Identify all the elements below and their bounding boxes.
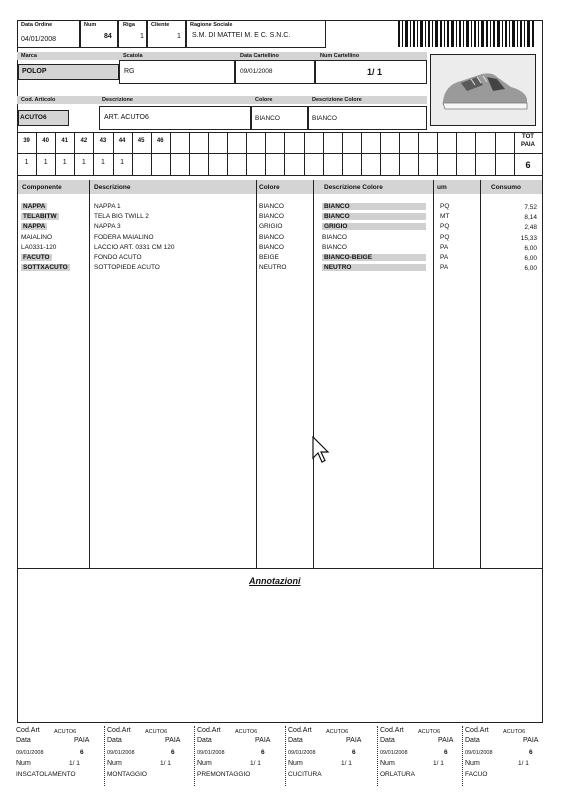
col-descrizione-header: Descrizione <box>94 184 131 191</box>
size-label: 42 <box>80 138 88 144</box>
coupon-data-label: Data <box>16 737 31 744</box>
component-color-description-text: GRIGIO <box>322 223 426 230</box>
size-grid-col-line <box>380 132 381 175</box>
size-grid-col-line <box>304 132 305 175</box>
num-cartellino-label: Num Cartellino <box>320 53 360 59</box>
size-grid-col-line <box>456 132 457 175</box>
colore-value: BIANCO <box>255 115 280 122</box>
components-bottom <box>17 568 543 569</box>
col-colore-header: Colore <box>259 184 280 191</box>
num-label: Num <box>84 22 97 28</box>
coupon-num: 1/ 1 <box>69 760 80 767</box>
footer-sep-4 <box>377 726 378 786</box>
scatola-label: Scatola <box>123 53 143 59</box>
coupon-date: 09/01/2008 <box>197 750 225 756</box>
component-description: TELA BIG TWILL 2 <box>94 213 149 221</box>
colore-label: Colore <box>255 97 273 103</box>
coupon-data-label: Data <box>197 737 212 744</box>
size-label: 45 <box>137 138 145 144</box>
component-color-description <box>322 244 347 254</box>
component-description: LACCIO ART. 0331 CM 120 <box>94 243 175 251</box>
coupon-num-label: Num <box>16 760 31 767</box>
footer-sep-1 <box>104 726 105 786</box>
coupon-num: 1/ 1 <box>250 760 261 767</box>
size-grid-col-line <box>189 132 190 175</box>
coupon-num: 1/ 1 <box>518 760 529 767</box>
coupon-cod-art-label: Cod.Art <box>380 727 404 734</box>
component-um: PQ <box>440 223 450 231</box>
component-color: NEUTRO <box>259 264 287 272</box>
coupon-date: 09/01/2008 <box>465 750 493 756</box>
size-grid-col-line <box>342 132 343 175</box>
coupon-date: 09/01/2008 <box>107 750 135 756</box>
coupon-cod-art-label: Cod.Art <box>197 727 221 734</box>
size-grid-col-line <box>475 132 476 175</box>
component-consumo: 7,52 <box>524 204 537 211</box>
component-code <box>21 254 52 264</box>
marca-label: Marca <box>21 53 37 59</box>
component-code <box>21 223 47 233</box>
row3-label-bar <box>17 96 427 104</box>
num-value: 84 <box>104 33 112 40</box>
component-color-description-text: BIANCO-BEIGE <box>322 254 426 261</box>
data-cartellino-value: 09/01/2008 <box>240 68 273 75</box>
coupon-paia: 6 <box>352 749 356 756</box>
component-code <box>21 244 56 254</box>
coupon-cod-art: ACUTO6 <box>418 729 441 735</box>
coupon-paia: 6 <box>261 749 265 756</box>
size-grid-col-line <box>495 132 496 175</box>
size-grid-mid <box>17 153 543 154</box>
ragione-label: Ragione Sociale <box>190 22 233 28</box>
data-ordine-value: 04/01/2008 <box>21 36 57 43</box>
component-consumo: 8,14 <box>524 214 537 222</box>
descrizione-label: Descrizione <box>102 97 133 103</box>
col-sep-3 <box>313 180 314 568</box>
size-grid-col-line <box>246 132 247 175</box>
size-grid-col-line <box>170 132 171 175</box>
size-grid-col-line <box>418 132 419 175</box>
component-color-description <box>322 213 426 223</box>
coupon-date: 09/01/2008 <box>288 750 316 756</box>
coupon-paia-label: PAIA <box>74 737 90 744</box>
barcode <box>398 21 536 47</box>
coupon-data-label: Data <box>380 737 395 744</box>
col-sep-4 <box>433 180 434 568</box>
col-um-header: um <box>437 184 447 191</box>
sneaker-icon <box>431 55 535 125</box>
component-color: BIANCO <box>259 233 284 241</box>
tot-paia-label: TOT PAIA <box>521 134 535 148</box>
size-grid-col-line <box>437 132 438 175</box>
component-description: NAPPA 3 <box>94 223 121 231</box>
size-grid-bottom <box>17 175 543 176</box>
size-quantity: 1 <box>100 159 105 166</box>
cod-articolo-label: Cod. Articolo <box>21 97 56 103</box>
component-color-description <box>322 264 426 274</box>
size-grid-col-line <box>361 132 362 175</box>
size-label: 41 <box>61 138 69 144</box>
coupon-paia: 6 <box>80 749 84 756</box>
marca-value: POLOP <box>22 68 47 75</box>
mouse-cursor-icon <box>312 436 330 466</box>
component-color-description <box>322 254 426 264</box>
component-color-description-text: BIANCO <box>322 213 426 220</box>
coupon-data-label: Data <box>107 737 122 744</box>
col-descr-colore-header: Descrizione Colore <box>324 184 383 191</box>
component-color: BEIGE <box>259 254 279 261</box>
cliente-value: 1 <box>177 33 181 40</box>
component-code-text: NAPPA <box>23 223 46 231</box>
component-color: BIANCO <box>259 243 284 251</box>
coupon-num-label: Num <box>197 760 212 767</box>
size-quantity: 1 <box>43 159 48 166</box>
component-color-description <box>322 203 426 213</box>
coupon-paia-label: PAIA <box>523 737 539 744</box>
num-cartellino-value: 1/ 1 <box>367 67 383 77</box>
component-code-text: FACUTO <box>23 254 50 261</box>
coupon-paia: 6 <box>171 749 175 756</box>
size-label: 40 <box>42 138 49 144</box>
scatola-box <box>119 60 235 84</box>
coupon-cod-art: ACUTO6 <box>54 729 77 735</box>
component-code-text: SOTTXACUTO <box>23 264 68 272</box>
component-code <box>21 264 70 274</box>
component-um: PQ <box>440 203 450 210</box>
size-label: 44 <box>118 138 126 144</box>
coupon-cod-art: ACUTO6 <box>326 729 349 735</box>
coupon-cod-art-label: Cod.Art <box>465 727 489 734</box>
component-code-text: NAPPA <box>23 203 46 210</box>
coupon-cod-art: ACUTO6 <box>235 729 258 735</box>
cod-articolo-value: ACUTO6 <box>20 114 47 121</box>
size-label: 39 <box>23 138 30 144</box>
product-image <box>430 54 536 126</box>
coupon-num-label: Num <box>288 760 303 767</box>
coupon-num: 1/ 1 <box>341 760 352 767</box>
size-grid-right-line <box>542 132 543 175</box>
descrizione-value: ART. ACUTO6 <box>104 114 149 121</box>
component-color: GRIGIO <box>259 223 283 231</box>
coupon-num-label: Num <box>465 760 480 767</box>
col-sep-1 <box>89 180 90 568</box>
size-grid-top <box>17 132 543 133</box>
tot-paia-value: 6 <box>525 160 531 170</box>
data-cartellino-label: Data Cartellino <box>240 53 279 59</box>
size-quantity: 1 <box>62 159 67 166</box>
coupon-num-label: Num <box>107 760 122 767</box>
size-quantity: 1 <box>24 159 29 166</box>
size-grid-col-line <box>284 132 285 175</box>
component-color: BIANCO <box>259 203 284 210</box>
descr-colore-label: Descrizione Colore <box>312 97 362 103</box>
component-color-description-text: BIANCO <box>322 233 347 241</box>
component-description: SOTTOPIEDE ACUTO <box>94 264 160 272</box>
data-ordine-label: Data Ordine <box>21 22 53 28</box>
component-code-text: MAIALINO <box>21 233 53 241</box>
coupon-stage: PREMONTAGGIO <box>197 771 251 778</box>
component-description: FODERA MAIALINO <box>94 233 154 241</box>
col-sep-2 <box>256 180 257 568</box>
coupon-date: 09/01/2008 <box>16 750 44 756</box>
component-consumo: 15,33 <box>520 234 537 242</box>
cliente-label: Cliente <box>151 22 170 28</box>
component-code <box>21 213 59 223</box>
size-grid-col-line <box>208 132 209 175</box>
component-um: MT <box>440 213 450 221</box>
coupon-cod-art: ACUTO6 <box>503 729 526 735</box>
size-grid-col-line <box>323 132 324 175</box>
size-quantity: 1 <box>81 159 86 166</box>
coupon-cod-art-label: Cod.Art <box>288 727 312 734</box>
size-grid-col-line <box>399 132 400 175</box>
coupon-date: 09/01/2008 <box>380 750 408 756</box>
component-code <box>21 203 47 213</box>
footer-sep-3 <box>285 726 286 786</box>
component-color: BIANCO <box>259 213 284 221</box>
annotazioni-title: Annotazioni <box>249 576 301 586</box>
col-consumo-header: Consumo <box>491 184 521 191</box>
coupon-paia-label: PAIA <box>255 737 271 744</box>
coupon-paia: 6 <box>444 749 448 756</box>
col-componente-header: Componente <box>22 184 62 191</box>
coupon-paia: 6 <box>529 749 533 756</box>
coupon-num-label: Num <box>380 760 395 767</box>
component-color-description <box>322 223 426 233</box>
riga-label: Riga <box>123 22 135 28</box>
component-code-text: LA0331-120 <box>21 243 57 251</box>
coupon-stage: INSCATOLAMENTO <box>16 771 76 778</box>
footer-sep-2 <box>194 726 195 786</box>
size-quantity: 1 <box>120 159 124 166</box>
component-um: PA <box>440 254 449 261</box>
coupon-paia-label: PAIA <box>438 737 454 744</box>
component-consumo: 6,00 <box>524 255 537 262</box>
component-consumo: 2,48 <box>524 224 537 232</box>
ragione-value: S.M. DI MATTEI M. E C. S.N.C. <box>192 32 291 39</box>
component-color-description-text: NEUTRO <box>322 264 426 271</box>
coupon-stage: FACUO <box>465 771 488 778</box>
coupon-cod-art-label: Cod.Art <box>107 727 131 734</box>
footer-sep-5 <box>462 726 463 786</box>
component-color-description-text: BIANCO <box>322 203 426 210</box>
scatola-value: RG <box>124 68 135 75</box>
descr-colore-value: BIANCO <box>312 115 337 122</box>
component-um: PA <box>440 243 449 251</box>
component-color-description <box>322 234 347 244</box>
size-grid-col-line <box>265 132 266 175</box>
coupon-stage: ORLATURA <box>380 771 415 778</box>
coupon-paia-label: PAIA <box>165 737 181 744</box>
coupon-data-label: Data <box>465 737 480 744</box>
component-description: FONDO ACUTO <box>94 254 142 261</box>
component-code-text: TELABITW <box>23 213 57 221</box>
coupon-cod-art-label: Cod.Art <box>16 727 40 734</box>
component-um: PA <box>440 264 449 272</box>
coupon-paia-label: PAIA <box>346 737 362 744</box>
component-description: NAPPA 1 <box>94 203 121 210</box>
riga-value: 1 <box>140 33 144 40</box>
coupon-cod-art: ACUTO6 <box>145 729 168 735</box>
row2-label-bar <box>17 52 427 60</box>
coupon-stage: MONTAGGIO <box>107 771 147 778</box>
size-label: 46 <box>156 138 164 144</box>
component-color-description-text: BIANCO <box>322 243 347 251</box>
size-label: 43 <box>99 138 107 144</box>
col-sep-5 <box>480 180 481 568</box>
size-grid-col-line <box>227 132 228 175</box>
coupon-num: 1/ 1 <box>160 760 171 767</box>
component-um: PQ <box>440 233 450 241</box>
component-code <box>21 234 52 244</box>
coupon-stage: CUCITURA <box>288 771 322 778</box>
component-consumo: 6,00 <box>524 265 537 273</box>
coupon-num: 1/ 1 <box>433 760 444 767</box>
component-consumo: 6,00 <box>524 244 537 252</box>
coupon-data-label: Data <box>288 737 303 744</box>
